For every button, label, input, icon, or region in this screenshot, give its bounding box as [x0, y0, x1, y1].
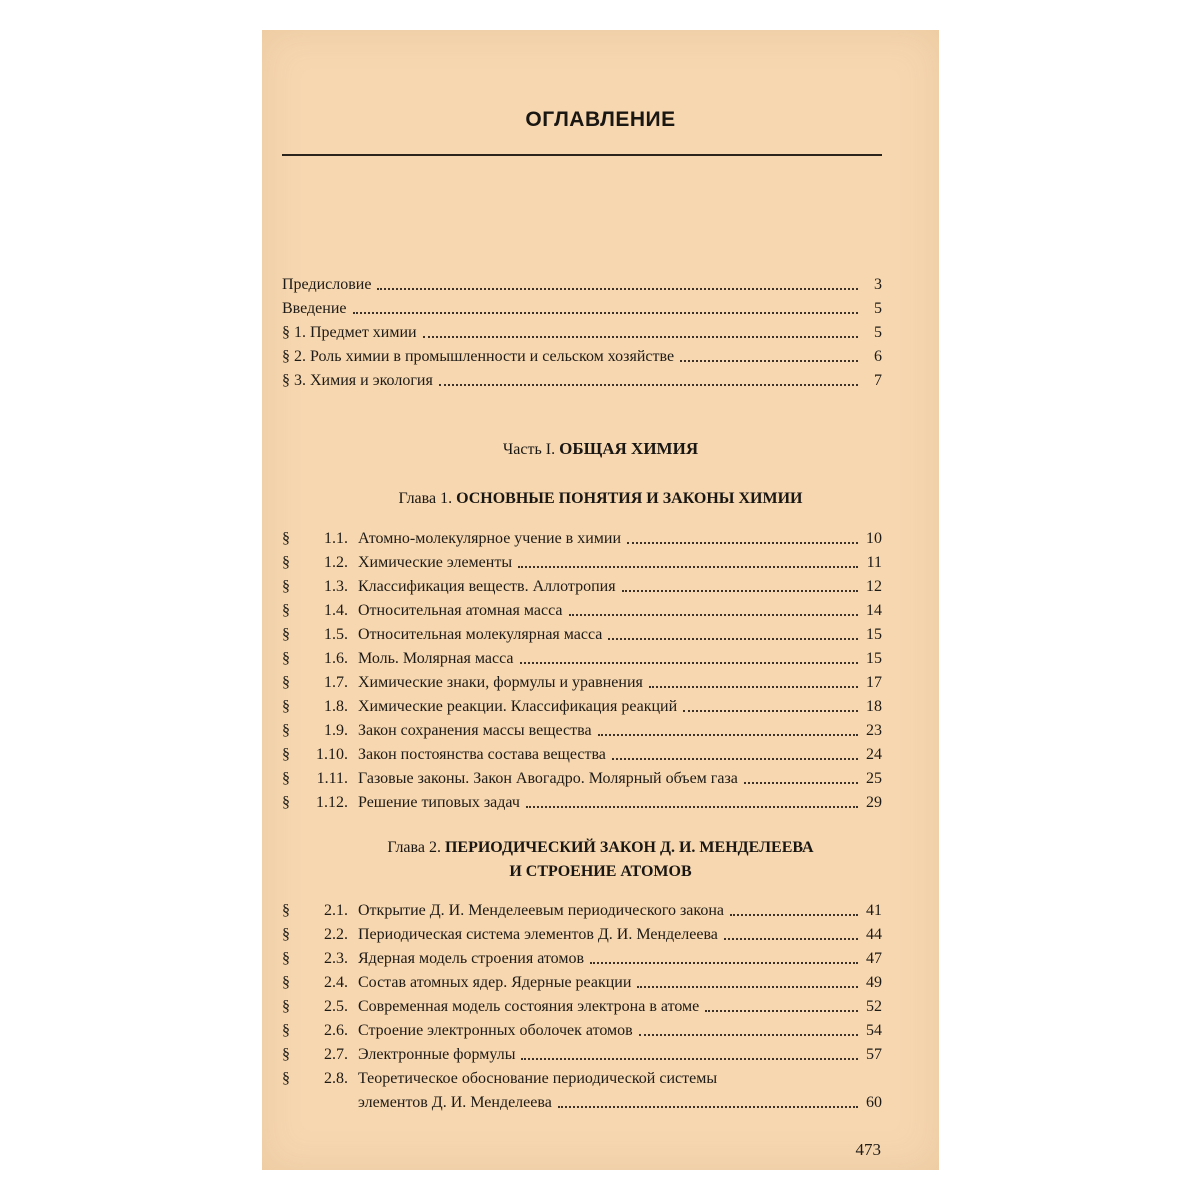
toc-entry-page: 18: [866, 698, 882, 715]
toc-entry-text-block: [358, 1067, 882, 1115]
leader-dots: [724, 938, 858, 940]
section-sign: §: [282, 770, 290, 787]
section-sign: §: [282, 974, 290, 991]
leader-dots: [569, 614, 859, 616]
leader-dots: [612, 758, 858, 760]
toc-entry-text: Строение электронных оболочек атомов: [358, 1022, 633, 1039]
toc-entry-page: 24: [866, 746, 882, 763]
section-sign: §: [282, 926, 290, 943]
toc-entry-text: § 1. Предмет химии: [282, 324, 417, 341]
toc-entry-page: 6: [874, 348, 882, 365]
section-number: 2.4.: [324, 974, 348, 991]
section-sign: §: [282, 722, 290, 739]
toc-entry-page: 5: [874, 300, 882, 317]
section-number: 1.7.: [324, 674, 348, 691]
toc-entry-page: 47: [866, 950, 882, 967]
section-number: 2.6.: [324, 1022, 348, 1039]
section-number: 1.2.: [324, 554, 348, 571]
leader-dots: [598, 734, 858, 736]
part-heading: [262, 437, 939, 462]
toc-entry-text: элементов Д. И. Менделеева: [358, 1094, 552, 1111]
section-sign: §: [282, 578, 290, 595]
toc-entry: [282, 791, 882, 815]
toc-entry-text: Электронные формулы: [358, 1046, 516, 1063]
leader-dots: [649, 686, 858, 688]
chapter-1-list: [282, 527, 882, 815]
section-sign: §: [282, 950, 290, 967]
section-number: 2.5.: [324, 998, 348, 1015]
leader-dots: [639, 1034, 858, 1036]
section-sign: §: [282, 998, 290, 1015]
part-name: ОБЩАЯ ХИМИЯ: [559, 439, 699, 458]
chapter-prefix: Глава 2.: [387, 839, 441, 856]
toc-entry-page: 23: [866, 722, 882, 739]
toc-entry-page: 52: [866, 998, 882, 1015]
toc-entry-text: Теоретическое обоснование периодической системы: [358, 1070, 718, 1087]
toc-entry-text: Химические реакции. Классификация реакций: [358, 698, 678, 715]
intro-list: [282, 273, 882, 393]
toc-entry: [282, 551, 882, 575]
toc-entry: [282, 527, 882, 551]
section-number: 1.10.: [316, 746, 348, 763]
section-sign: §: [282, 698, 290, 715]
toc-entry: [282, 321, 882, 345]
chapter-2-heading: [262, 836, 939, 860]
leader-dots: [680, 360, 858, 362]
toc-entry-text: Химические знаки, формулы и уравнения: [358, 674, 643, 691]
toc-entry: [282, 1043, 882, 1067]
toc-entry-page: 25: [866, 770, 882, 787]
toc-entry-text: Химические элементы: [358, 554, 513, 571]
toc-entry-text: Относительная атомная масса: [358, 602, 563, 619]
section-number: 1.12.: [316, 794, 348, 811]
leader-dots: [526, 806, 858, 808]
toc-entry: [282, 947, 882, 971]
section-number: 1.5.: [324, 626, 348, 643]
leader-dots: [423, 336, 858, 338]
section-sign: §: [282, 530, 290, 547]
section-sign: §: [282, 1046, 290, 1063]
section-sign: §: [282, 650, 290, 667]
toc-entry-page: 44: [866, 926, 882, 943]
toc-entry-text: Атомно-молекулярное учение в химии: [358, 530, 622, 547]
leader-dots: [608, 638, 858, 640]
leader-dots: [683, 710, 858, 712]
toc-entry-text: Классификация веществ. Аллотропия: [358, 578, 616, 595]
toc-entry-page: 12: [866, 578, 882, 595]
toc-entry-page: 15: [866, 650, 882, 667]
toc-entry: [282, 273, 882, 297]
toc-entry: [282, 1019, 882, 1043]
toc-entry: [282, 1067, 882, 1115]
section-number: 1.11.: [316, 770, 348, 787]
toc-entry-page: 49: [866, 974, 882, 991]
toc-entry-text: Закон постоянства состава вещества: [358, 746, 606, 763]
toc-entry-text: Закон сохранения массы вещества: [358, 722, 592, 739]
toc-entry-page: 14: [866, 602, 882, 619]
toc-entry: [282, 743, 882, 767]
toc-entry-text: Относительная молекулярная масса: [358, 626, 603, 643]
toc-entry-text: Состав атомных ядер. Ядерные реакции: [358, 974, 632, 991]
chapter-1-heading: [262, 487, 939, 511]
chapter-prefix: Глава 1.: [398, 490, 453, 507]
toc-entry-page: 54: [866, 1022, 882, 1039]
toc-entry: [282, 297, 882, 321]
leader-dots: [590, 962, 858, 964]
leader-dots: [558, 1106, 858, 1108]
toc-entry: [282, 369, 882, 393]
toc-entry-page: 10: [866, 530, 882, 547]
leader-dots: [353, 312, 859, 314]
toc-entry-text: § 2. Роль химии в промышленности и сельском хозяйстве: [282, 348, 675, 365]
leader-dots: [518, 566, 858, 568]
toc-entry-text: Ядерная модель строения атомов: [358, 950, 585, 967]
toc-entry: [282, 345, 882, 369]
toc-entry: [282, 623, 882, 647]
section-number: 2.8.: [324, 1070, 348, 1087]
section-sign: §: [282, 626, 290, 643]
toc-entry-page: 15: [866, 626, 882, 643]
leader-dots: [730, 914, 858, 916]
chapter-2-heading-cont: [262, 860, 939, 884]
toc-entry: [282, 671, 882, 695]
toc-entry-text: Открытие Д. И. Менделеевым периодического закона: [358, 902, 725, 919]
toc-entry: [282, 575, 882, 599]
leader-dots: [439, 384, 858, 386]
toc-entry-page: 57: [866, 1046, 882, 1063]
leader-dots: [637, 986, 858, 988]
toc-entry-page: 7: [874, 372, 882, 389]
book-page: [262, 30, 939, 1170]
section-number: 1.1.: [324, 530, 348, 547]
section-sign: §: [282, 1070, 290, 1087]
section-number: 1.6.: [324, 650, 348, 667]
part-prefix: Часть I.: [502, 441, 556, 458]
toc-entry-text: Моль. Молярная масса: [358, 650, 514, 667]
toc-entry-text: § 3. Химия и экология: [282, 372, 433, 389]
toc-entry-text: Современная модель состояния электрона в атоме: [358, 998, 700, 1015]
section-sign: §: [282, 602, 290, 619]
section-number: 2.1.: [324, 902, 348, 919]
section-number: 2.2.: [324, 926, 348, 943]
section-sign: §: [282, 674, 290, 691]
toc-entry: [282, 695, 882, 719]
toc-entry: [282, 971, 882, 995]
chapter-name: ОСНОВНЫЕ ПОНЯТИЯ И ЗАКОНЫ ХИМИИ: [456, 490, 803, 507]
leader-dots: [744, 782, 858, 784]
section-sign: §: [282, 1022, 290, 1039]
toc-entry-page: 41: [866, 902, 882, 919]
section-sign: §: [282, 554, 290, 571]
section-sign: §: [282, 794, 290, 811]
toc-entry-page: 60: [866, 1094, 882, 1111]
toc-entry-page: 3: [874, 276, 882, 293]
section-sign: §: [282, 746, 290, 763]
toc-entry-page: 5: [874, 324, 882, 341]
toc-entry: [282, 719, 882, 743]
section-number: 1.4.: [324, 602, 348, 619]
toc-entry-text: Газовые законы. Закон Авогадро. Молярный объем газа: [358, 770, 738, 787]
leader-dots: [521, 1058, 858, 1060]
page-number: 473: [855, 1140, 881, 1159]
toc-entry-text: Предисловие: [282, 276, 372, 293]
toc-entry: [282, 647, 882, 671]
leader-dots: [520, 662, 859, 664]
section-number: 1.8.: [324, 698, 348, 715]
section-sign: §: [282, 902, 290, 919]
page-title: ОГЛАВЛЕНИЕ: [525, 108, 676, 131]
toc-entry-page: 29: [866, 794, 882, 811]
toc-entry-text: Введение: [282, 300, 347, 317]
toc-entry: [282, 767, 882, 791]
leader-dots: [377, 288, 858, 290]
toc-entry: [282, 995, 882, 1019]
section-number: 2.3.: [324, 950, 348, 967]
toc-entry: [282, 899, 882, 923]
chapter-name-line2: И СТРОЕНИЕ АТОМОВ: [509, 863, 692, 880]
leader-dots: [705, 1010, 858, 1012]
section-number: 1.9.: [324, 722, 348, 739]
chapter-name-line1: ПЕРИОДИЧЕСКИЙ ЗАКОН Д. И. МЕНДЕЛЕЕВА: [444, 839, 814, 856]
title-rule: [282, 154, 882, 156]
toc-entry: [282, 599, 882, 623]
chapter-2-list: [282, 899, 882, 1115]
toc-entry-text: Периодическая система элементов Д. И. Менделеева: [358, 926, 718, 943]
section-number: 1.3.: [324, 578, 348, 595]
leader-dots: [627, 542, 858, 544]
toc-entry: [282, 923, 882, 947]
toc-entry-text: Решение типовых задач: [358, 794, 520, 811]
toc-entry-page: 17: [866, 674, 882, 691]
toc-entry-text-cont: [358, 1091, 882, 1115]
leader-dots: [622, 590, 858, 592]
toc-entry-page: 11: [866, 554, 882, 571]
section-number: 2.7.: [324, 1046, 348, 1063]
